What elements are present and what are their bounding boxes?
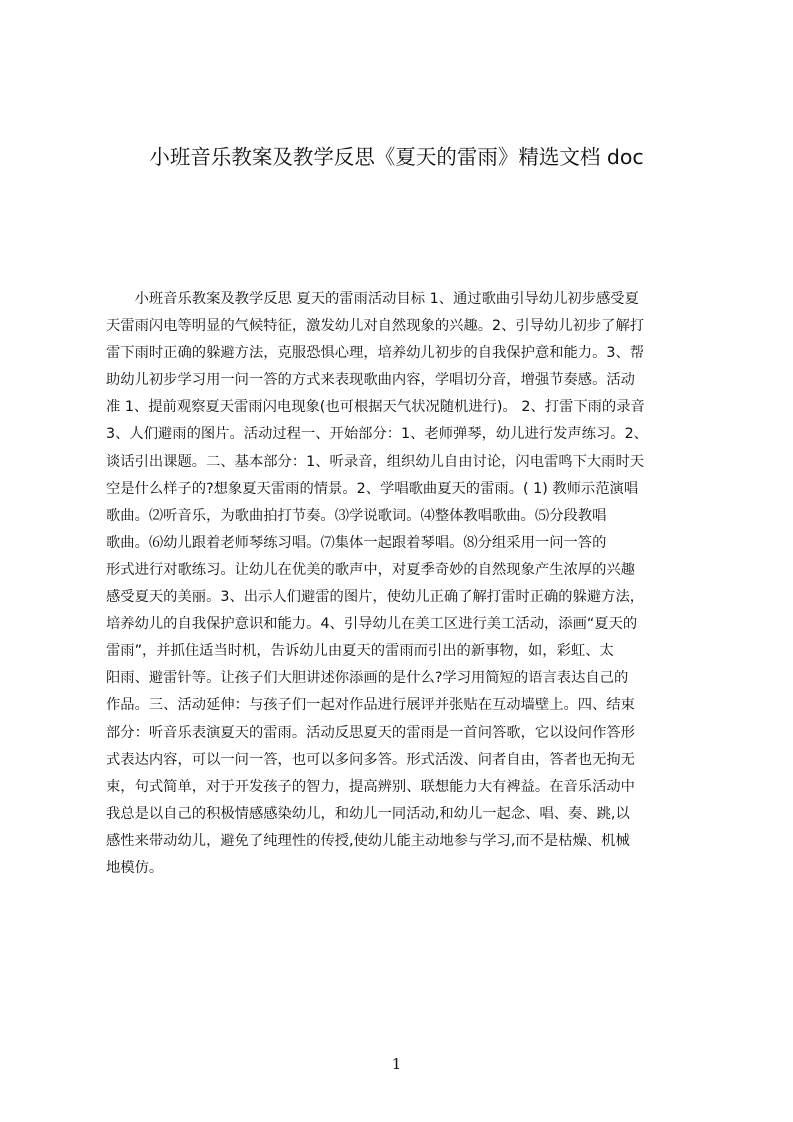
- body-line: 歌曲。⑹幼儿跟着老师琴练习唱。⑺集体一起跟着琴唱。⑻分组采用一问一答的: [106, 534, 607, 551]
- document-body: [106, 286, 698, 886]
- page-number: 1: [391, 1055, 402, 1073]
- body-line: 准 1、提前观察夏天雷雨闪电现象(也可根据天气状况随机进行)。 2、打雷下雨的录音: [106, 399, 645, 416]
- body-line: 感受夏天的美丽。3、出示人们避雷的图片，使幼儿正确了解打雷时正确的躲避方法，: [106, 589, 645, 606]
- body-line: 培养幼儿的自我保护意识和能力。4、引导幼儿在美工区进行美工活动，添画“夏天的: [106, 616, 638, 633]
- body-line: 束，句式简单，对于开发孩子的智力，提高辨别、联想能力大有裨益。在音乐活动中: [106, 778, 635, 795]
- body-line: 雷下雨时正确的躲避方法，克服恐惧心理，培养幼儿初步的自我保护意和能力。3、帮: [106, 345, 645, 362]
- body-line: 我总是以自己的积极情感感染幼儿，和幼儿一同活动,和幼儿一起念、唱、奏、跳,以: [106, 805, 630, 822]
- body-line: 作品。三、活动延伸：与孩子们一起对作品进行展评并张贴在互动墙壁上。四、结束: [106, 697, 635, 714]
- body-line: 小班音乐教案及教学反思 夏天的雷雨活动目标 1、通过歌曲引导幼儿初步感受夏: [106, 291, 639, 307]
- document-title: 小班音乐教案及教学反思《夏天的雷雨》精选文档 doc: [149, 145, 644, 169]
- body-line: 感性来带动幼儿，避免了纯理性的传授,使幼儿能主动地参与学习,而不是枯燥、机械: [106, 832, 630, 849]
- body-line: 歌曲。⑵听音乐，为歌曲拍打节奏。⑶学说歌词。⑷整体教唱歌曲。⑸分段教唱: [106, 507, 607, 524]
- body-line: 地模仿。: [106, 859, 164, 876]
- body-line: 谈话引出课题。二、基本部分：1、听录音，组织幼儿自由讨论，闪电雷鸣下大雨时天: [106, 453, 645, 470]
- body-line: 助幼儿初步学习用一问一答的方式来表现歌曲内容，学唱切分音，增强节奏感。活动: [106, 372, 635, 389]
- body-line: 阳雨、避雷针等。让孩子们大胆讲述你添画的是什么?学习用简短的语言表达自己的: [106, 670, 629, 687]
- body-line: 空是什么样子的?想象夏天雷雨的情景。2、学唱歌曲夏天的雷雨。( 1) 教师示范演唱: [106, 480, 639, 497]
- body-line: 形式进行对歌练习。让幼儿在优美的歌声中，对夏季奇妙的自然现象产生浓厚的兴趣: [106, 561, 635, 578]
- body-line: 雷雨”，并抓住适当时机，告诉幼儿由夏天的雷雨而引出的新事物，如，彩虹、太: [106, 643, 614, 660]
- body-line: 3、人们避雨的图片。活动过程一、开始部分：1、老师弹琴，幼儿进行发声练习。2、: [106, 426, 648, 443]
- body-line: 部分：听音乐表演夏天的雷雨。活动反思夏天的雷雨是一首问答歌，它以设问作答形: [106, 724, 635, 741]
- body-line: 式表达内容，可以一问一答，也可以多问多答。形式活泼、问者自由，答者也无拘无: [106, 751, 635, 768]
- body-line: 天雷雨闪电等明显的气候特征，激发幼儿对自然现象的兴趣。2、引导幼儿初步了解打: [106, 318, 645, 335]
